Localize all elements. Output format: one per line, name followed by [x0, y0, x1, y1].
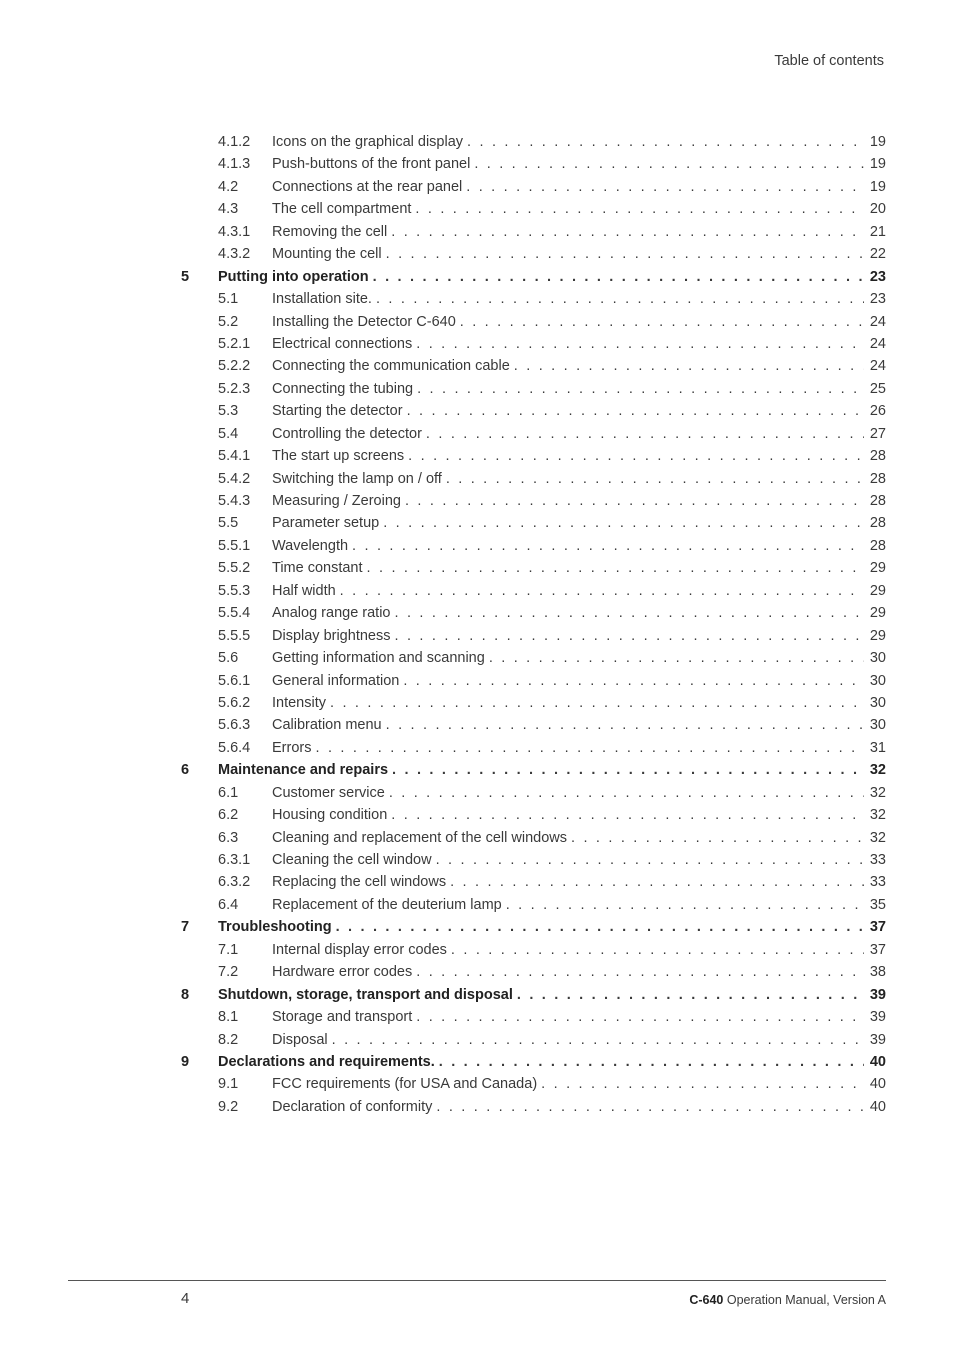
toc-entry-number: 5.5.3	[218, 582, 251, 599]
toc-dot-leader	[336, 916, 864, 938]
toc-entry[interactable]	[181, 1073, 886, 1095]
page-header-section-title: Table of contents	[774, 53, 884, 69]
toc-entry-number: 5.1	[218, 291, 239, 308]
toc-entry-page: 24	[869, 358, 886, 375]
toc-entry-page: 29	[869, 605, 886, 622]
toc-dot-leader	[394, 625, 864, 647]
toc-entry-title: Housing condition	[272, 807, 388, 824]
toc-entry-page: 24	[869, 335, 886, 352]
toc-entry-title: Putting into operation	[218, 268, 369, 285]
toc-entry-title: The start up screens	[272, 448, 405, 465]
footer-document-title	[689, 1293, 886, 1307]
toc-entry-number: 8	[181, 986, 190, 1003]
toc-entry-page: 33	[869, 852, 886, 868]
toc-entry-title: The cell compartment	[272, 201, 412, 218]
toc-entry[interactable]	[181, 1029, 886, 1051]
toc-entry-title: Replacing the cell windows	[272, 874, 447, 891]
toc-entry-number: 5.6.1	[218, 672, 251, 689]
toc-entry-title: Mounting the cell	[272, 246, 382, 263]
toc-entry-number: 7.1	[218, 941, 239, 958]
toc-entry[interactable]	[181, 512, 886, 534]
toc-entry[interactable]	[181, 625, 886, 647]
toc-entry-page: 19	[869, 134, 886, 150]
toc-dot-leader	[352, 535, 864, 557]
toc-dot-leader	[332, 1029, 864, 1051]
toc-entry-title: Intensity	[272, 694, 326, 711]
toc-entry-title: Removing the cell	[272, 223, 388, 240]
toc-entry-page: 40	[869, 1076, 886, 1093]
toc-entry-page: 19	[869, 178, 886, 195]
toc-chapter-entry[interactable]	[181, 1051, 886, 1073]
toc-entry-number: 6.4	[218, 896, 239, 913]
toc-entry[interactable]	[181, 871, 886, 893]
toc-chapter-entry[interactable]	[181, 266, 886, 288]
toc-entry-number: 5	[181, 268, 190, 285]
toc-entry-page: 32	[869, 807, 886, 824]
toc-dot-leader	[451, 939, 864, 961]
toc-chapter-entry[interactable]	[181, 984, 886, 1006]
toc-entry[interactable]	[181, 198, 886, 220]
toc-dot-leader	[315, 737, 864, 759]
toc-entry[interactable]	[181, 378, 886, 400]
toc-entry[interactable]	[181, 647, 886, 669]
toc-dot-leader	[460, 311, 864, 333]
toc-entry[interactable]	[181, 939, 886, 961]
toc-dot-leader	[416, 961, 864, 983]
toc-entry[interactable]	[181, 490, 886, 512]
toc-entry-page: 35	[869, 896, 886, 913]
toc-entry[interactable]	[181, 176, 886, 198]
toc-entry[interactable]	[181, 557, 886, 579]
toc-entry-title: Connections at the rear panel	[272, 178, 463, 195]
toc-entry-page: 24	[869, 313, 886, 330]
toc-entry-title: Disposal	[272, 1031, 328, 1048]
toc-entry[interactable]	[181, 131, 886, 153]
toc-dot-leader	[391, 804, 864, 826]
toc-dot-leader	[466, 176, 864, 198]
toc-entry[interactable]	[181, 692, 886, 714]
toc-entry-title: Wavelength	[272, 537, 349, 554]
toc-entry-title: General information	[272, 672, 400, 689]
toc-dot-leader	[376, 288, 864, 310]
toc-dot-leader	[446, 468, 864, 490]
toc-dot-leader	[416, 333, 864, 355]
toc-entry-number: 5.4.2	[218, 470, 251, 487]
toc-entry-page: 29	[869, 582, 886, 599]
toc-entry-title: Declaration of conformity	[272, 1098, 433, 1115]
toc-entry-number: 5.6.4	[218, 739, 251, 756]
toc-dot-leader	[436, 849, 864, 871]
toc-entry-page: 25	[869, 380, 886, 397]
toc-dot-leader	[386, 243, 864, 265]
toc-dot-leader	[514, 355, 864, 377]
toc-entry-number: 5.4	[218, 425, 239, 442]
toc-dot-leader	[367, 557, 864, 579]
toc-entry-number: 5.2.2	[218, 358, 251, 375]
toc-entry[interactable]	[181, 602, 886, 624]
toc-dot-leader	[506, 894, 864, 916]
toc-dot-leader	[408, 445, 864, 467]
toc-entry-title: Parameter setup	[272, 515, 380, 532]
toc-dot-leader	[386, 714, 864, 736]
toc-entry-title: Electrical connections	[272, 335, 413, 352]
toc-entry-page: 22	[869, 246, 886, 263]
toc-entry-title: Switching the lamp on / off	[272, 470, 442, 487]
toc-entry-number: 9.2	[218, 1098, 239, 1115]
toc-entry-page: 39	[869, 1031, 886, 1048]
toc-entry-page: 33	[869, 874, 886, 891]
toc-dot-leader	[436, 1096, 864, 1118]
toc-entry-page: 32	[869, 784, 886, 801]
toc-entry-number: 5.2	[218, 313, 239, 330]
footer-page-number: 4	[181, 1290, 190, 1307]
toc-entry-page: 37	[869, 919, 886, 936]
toc-entry-number: 5.6.3	[218, 717, 251, 734]
toc-entry-number: 9.1	[218, 1076, 239, 1093]
toc-entry-title: Display brightness	[272, 627, 391, 644]
toc-entry-title: Errors	[272, 739, 312, 756]
toc-entry-number: 5.4.1	[218, 448, 251, 465]
toc-entry-number: 5.5.1	[218, 537, 251, 554]
toc-entry[interactable]	[181, 670, 886, 692]
toc-entry-page: 30	[869, 694, 886, 711]
toc-entry-number: 5.4.3	[218, 493, 251, 509]
toc-entry-title: Troubleshooting	[218, 919, 332, 936]
toc-entry[interactable]	[181, 714, 886, 736]
toc-entry[interactable]	[181, 311, 886, 333]
toc-entry-page: 38	[869, 964, 886, 981]
toc-entry-page: 37	[869, 941, 886, 958]
toc-dot-leader	[426, 423, 864, 445]
toc-dot-leader	[416, 1006, 864, 1028]
toc-entry-title: Analog range ratio	[272, 605, 391, 622]
footer-model: C-640	[689, 1293, 724, 1307]
toc-entry-title: Installing the Detector C-640	[272, 313, 456, 330]
toc-entry-page: 28	[869, 470, 886, 487]
toc-dot-leader	[571, 827, 864, 849]
toc-entry[interactable]	[181, 961, 886, 983]
toc-entry[interactable]	[181, 782, 886, 804]
footer-divider	[68, 1280, 886, 1281]
toc-dot-leader	[403, 670, 864, 692]
toc-entry[interactable]	[181, 400, 886, 422]
toc-entry-number: 4.1.3	[218, 156, 251, 173]
toc-dot-leader	[392, 759, 864, 781]
toc-entry-page: 29	[869, 627, 886, 644]
toc-entry[interactable]	[181, 1096, 886, 1118]
toc-entry[interactable]	[181, 580, 886, 602]
toc-entry-page: 40	[869, 1098, 886, 1115]
toc-entry[interactable]	[181, 333, 886, 355]
toc-entry-number: 6.3.2	[218, 874, 251, 891]
toc-entry-title: Connecting the communication cable	[272, 358, 510, 375]
toc-entry[interactable]	[181, 737, 886, 759]
toc-entry[interactable]	[181, 288, 886, 310]
toc-entry-number: 4.3.1	[218, 223, 251, 240]
toc-entry-title: Maintenance and repairs	[218, 762, 389, 779]
toc-entry-number: 6.2	[218, 807, 239, 824]
toc-dot-leader	[391, 221, 864, 243]
toc-dot-leader	[450, 871, 864, 893]
toc-entry-number: 5.5	[218, 515, 239, 532]
toc-entry-page: 28	[869, 515, 886, 532]
toc-entry-number: 4.3.2	[218, 246, 251, 263]
toc-entry-title: Measuring / Zeroing	[272, 493, 401, 509]
toc-dot-leader	[330, 692, 864, 714]
toc-entry-page: 28	[869, 448, 886, 465]
toc-entry-title: Icons on the graphical display	[272, 134, 464, 150]
toc-dot-leader	[474, 153, 864, 175]
toc-entry-number: 8.2	[218, 1031, 239, 1048]
toc-entry-page: 32	[869, 829, 886, 846]
toc-entry-number: 6	[181, 762, 190, 779]
toc-entry-title: Replacement of the deuterium lamp	[272, 896, 502, 913]
toc-entry[interactable]	[181, 894, 886, 916]
toc-entry-page: 39	[869, 1009, 886, 1026]
table-of-contents	[181, 131, 886, 1118]
toc-dot-leader	[467, 131, 864, 153]
toc-entry-page: 40	[869, 1053, 886, 1070]
toc-entry-page: 27	[869, 425, 886, 442]
toc-entry[interactable]	[181, 243, 886, 265]
toc-entry-number: 4.1.2	[218, 134, 251, 150]
toc-entry-number: 9	[181, 1053, 190, 1070]
toc-entry[interactable]	[181, 445, 886, 467]
toc-entry[interactable]	[181, 827, 886, 849]
toc-entry-title: Cleaning and replacement of the cell windows	[272, 829, 568, 846]
toc-entry-title: Customer service	[272, 784, 385, 801]
toc-dot-leader	[395, 602, 865, 624]
toc-entry-number: 8.1	[218, 1009, 239, 1026]
toc-entry-title: Push-buttons of the front panel	[272, 156, 471, 173]
toc-entry-page: 26	[869, 403, 886, 420]
toc-entry-number: 6.3.1	[218, 852, 251, 868]
toc-entry-title: Getting information and scanning	[272, 650, 485, 667]
toc-dot-leader	[489, 647, 864, 669]
toc-entry-page: 30	[869, 650, 886, 667]
toc-chapter-entry[interactable]	[181, 916, 886, 938]
toc-entry[interactable]	[181, 1006, 886, 1028]
toc-dot-leader	[407, 400, 864, 422]
toc-dot-leader	[389, 782, 864, 804]
footer-doc-title: Operation Manual, Version A	[726, 1293, 886, 1307]
toc-entry-page: 20	[869, 201, 886, 218]
toc-dot-leader	[439, 1051, 864, 1073]
toc-entry-page: 23	[869, 291, 886, 308]
toc-dot-leader	[405, 490, 864, 512]
toc-entry-number: 5.5.2	[218, 560, 251, 577]
toc-entry-number: 4.3	[218, 201, 239, 218]
toc-entry-number: 5.3	[218, 403, 239, 420]
toc-entry-page: 31	[869, 739, 886, 756]
toc-entry-page: 30	[869, 672, 886, 689]
toc-entry-title: Cleaning the cell window	[272, 852, 432, 868]
toc-entry-number: 6.3	[218, 829, 239, 846]
toc-entry[interactable]	[181, 468, 886, 490]
toc-entry-title: Connecting the tubing	[272, 380, 414, 397]
toc-entry-number: 4.2	[218, 178, 239, 195]
toc-entry-title: Declarations and requirements.	[218, 1053, 435, 1070]
toc-entry-title: Calibration menu	[272, 717, 382, 734]
toc-entry-page: 19	[869, 156, 886, 173]
toc-entry-title: Controlling the detector	[272, 425, 422, 442]
toc-entry-number: 6.1	[218, 784, 239, 801]
toc-dot-leader	[340, 580, 864, 602]
toc-entry-page: 39	[869, 986, 886, 1003]
toc-entry-title: Storage and transport	[272, 1009, 413, 1026]
toc-entry-title: FCC requirements (for USA and Canada)	[272, 1076, 538, 1093]
toc-dot-leader	[415, 198, 864, 220]
toc-entry-title: Time constant	[272, 560, 363, 577]
toc-entry[interactable]	[181, 849, 886, 871]
toc-entry-number: 5.5.5	[218, 627, 251, 644]
toc-entry-page: 23	[869, 268, 886, 285]
toc-dot-leader	[417, 378, 864, 400]
toc-entry[interactable]	[181, 535, 886, 557]
toc-entry-title: Installation site.	[272, 291, 372, 308]
toc-entry[interactable]	[181, 355, 886, 377]
toc-entry-page: 21	[869, 223, 886, 240]
toc-entry-number: 5.6.2	[218, 694, 251, 711]
toc-entry-number: 5.2.3	[218, 380, 251, 397]
toc-entry-title: Starting the detector	[272, 403, 403, 420]
toc-entry[interactable]	[181, 221, 886, 243]
toc-entry-number: 7	[181, 919, 190, 936]
toc-entry-title: Half width	[272, 582, 336, 599]
toc-entry-number: 5.2.1	[218, 335, 251, 352]
toc-entry-number: 5.6	[218, 650, 239, 667]
toc-entry-page: 28	[869, 493, 886, 509]
toc-dot-leader	[373, 266, 864, 288]
toc-entry-title: Hardware error codes	[272, 964, 413, 981]
toc-entry[interactable]	[181, 153, 886, 175]
toc-dot-leader	[517, 984, 864, 1006]
toc-entry-page: 29	[869, 560, 886, 577]
toc-entry[interactable]	[181, 804, 886, 826]
toc-entry-number: 5.5.4	[218, 605, 251, 622]
toc-entry-title: Shutdown, storage, transport and disposal	[218, 986, 513, 1003]
toc-entry-page: 30	[869, 717, 886, 734]
toc-chapter-entry[interactable]	[181, 759, 886, 781]
toc-entry-page: 28	[869, 537, 886, 554]
toc-entry-number: 7.2	[218, 964, 239, 981]
toc-entry-title: Internal display error codes	[272, 941, 447, 958]
toc-dot-leader	[541, 1073, 864, 1095]
toc-entry-page: 32	[869, 762, 886, 779]
toc-entry[interactable]	[181, 423, 886, 445]
toc-dot-leader	[383, 512, 864, 534]
